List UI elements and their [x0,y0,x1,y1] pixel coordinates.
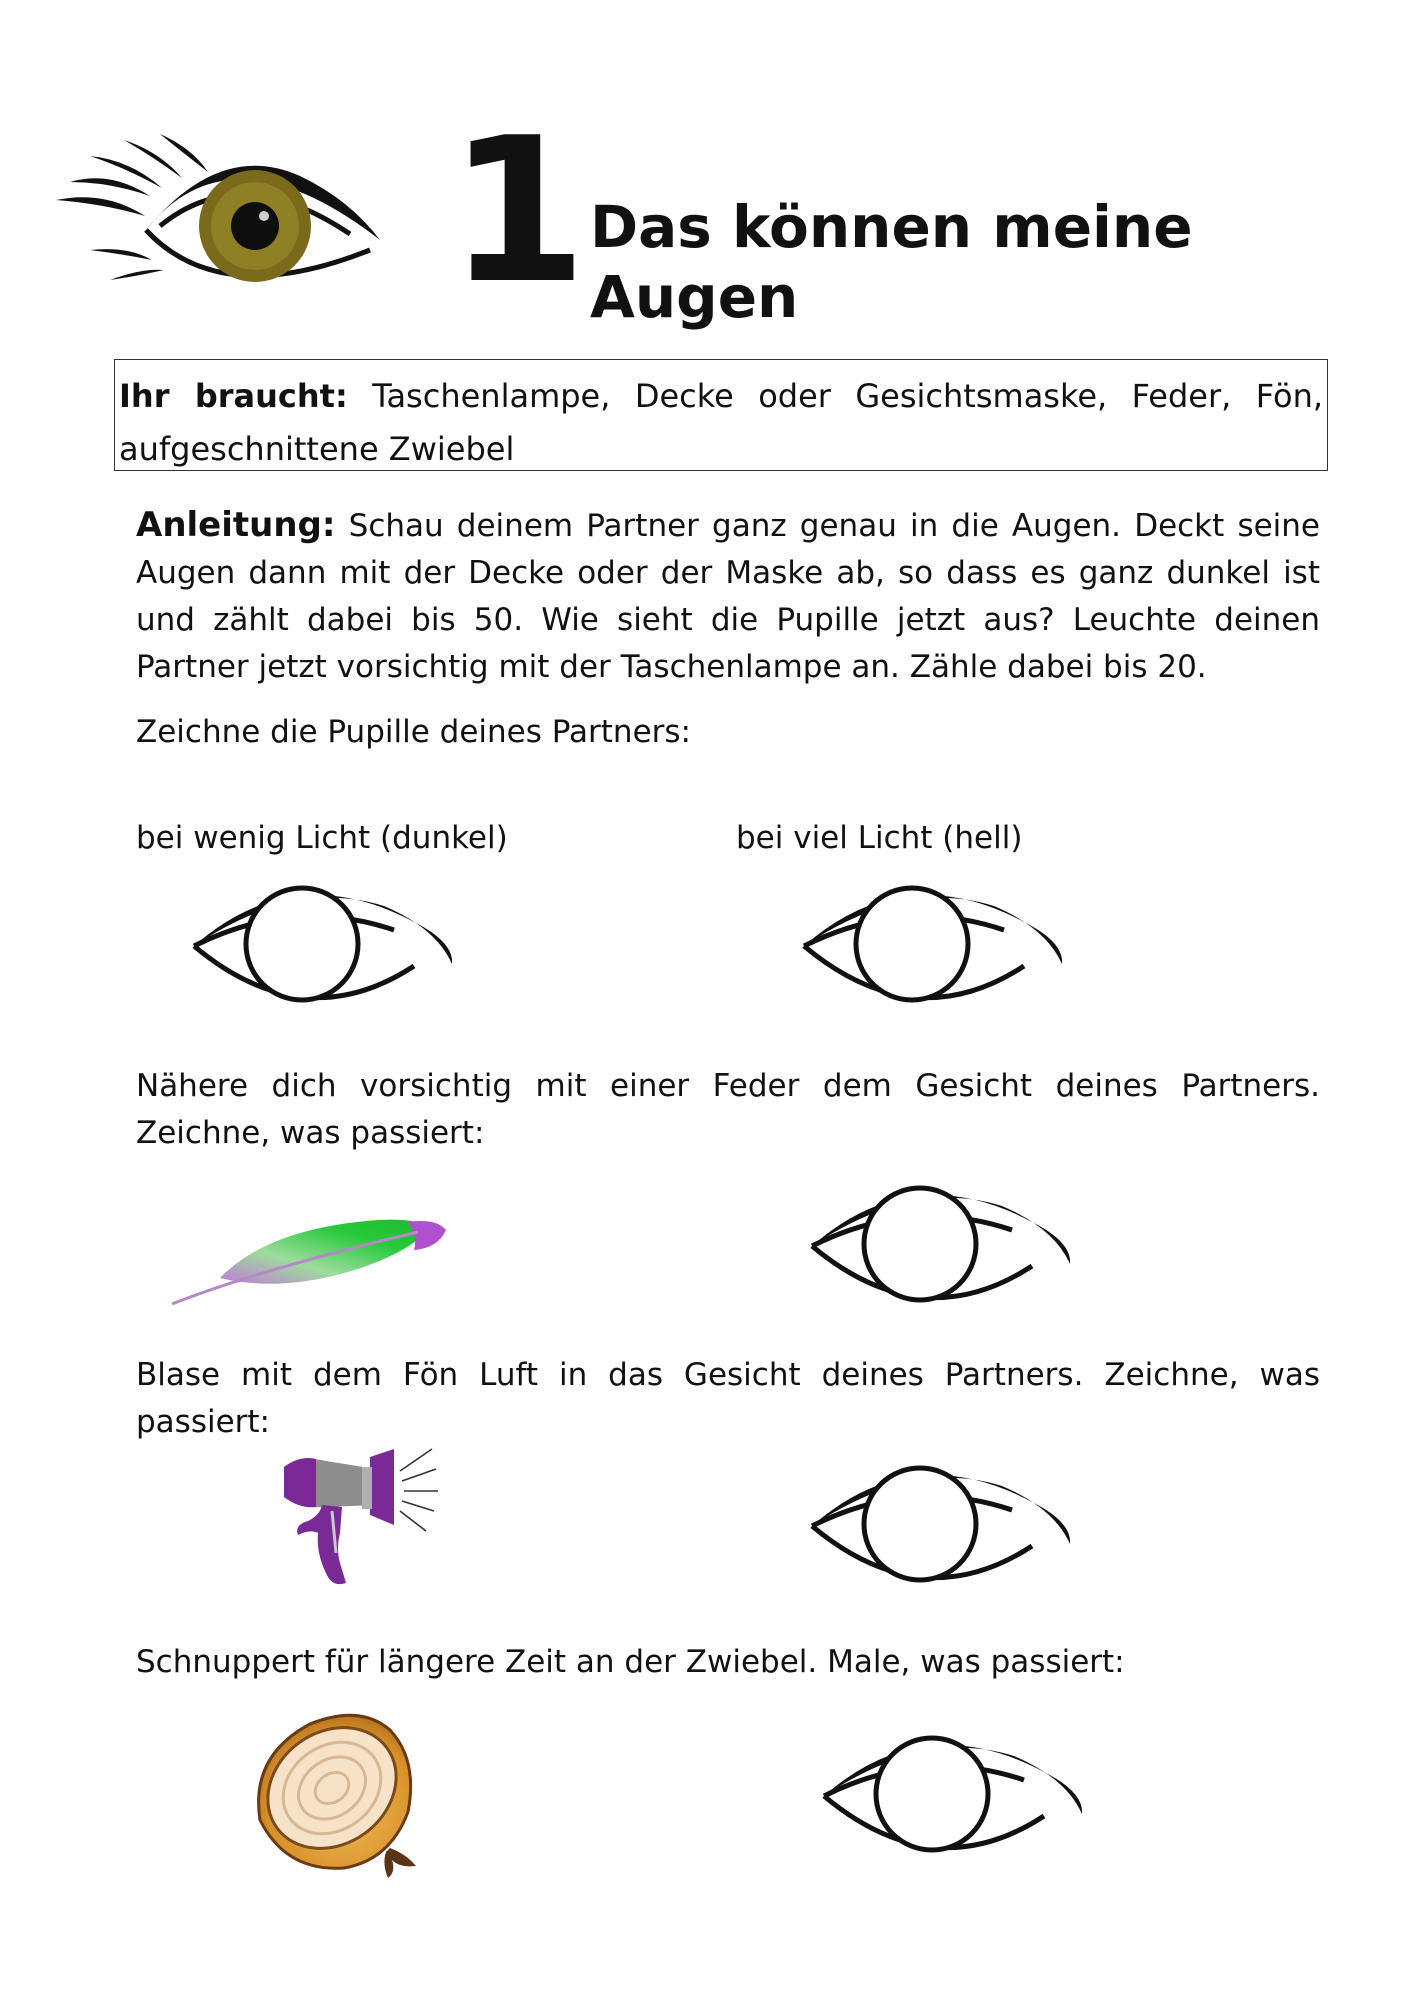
section-number: 1 [448,95,584,328]
hair-dryer-icon [270,1445,440,1590]
eye-icon [50,130,410,310]
dryer-task-text: Blase mit dem Fön Luft in das Gesicht deines Partners. Zeichne, was passiert: [136,1357,1320,1440]
feather-icon [168,1208,458,1308]
materials-label: Ihr braucht: [119,377,348,415]
dark-light-label: bei wenig Licht (dunkel) [136,820,508,856]
draw-prompt: Zeichne die Pupille deines Partners: [136,714,691,750]
page-title: Das können meine Augen [590,193,1193,331]
materials-box [114,359,1328,471]
instructions-paragraph [136,502,1320,691]
eye-outline-icon[interactable] [794,868,1074,1008]
eye-outline-icon[interactable] [802,1168,1082,1308]
onion-icon [240,1708,430,1878]
eye-outline-icon[interactable] [814,1718,1094,1858]
feather-task-text: Nähere dich vorsichtig mit einer Feder dem Gesicht deines Partners. Zeichne, was passiert: [136,1068,1320,1151]
instructions-text: Schau deinem Partner ganz genau in die Augen. Deckt seine Augen dann mit der Decke oder der Maske ab, so dass es ganz dunkel ist und zählt dabei bis 50. Wie sieht die Pupille jetzt aus? Leuchte deinen Partner jetzt vorsichtig mit der Taschenlampe an. Zähle dabei bis 20. [136,508,1320,685]
bright-light-label: bei viel Licht (hell) [736,820,1023,856]
eye-outline-icon[interactable] [802,1448,1082,1588]
eye-outline-icon[interactable] [184,868,464,1008]
instructions-label: Anleitung: [136,505,336,545]
onion-task-text: Schnuppert für längere Zeit an der Zwiebel. Male, was passiert: [136,1644,1125,1680]
materials-items: Taschenlampe, Decke oder Gesichtsmaske, Feder, Fön, aufgeschnittene Zwiebel [119,377,1324,468]
